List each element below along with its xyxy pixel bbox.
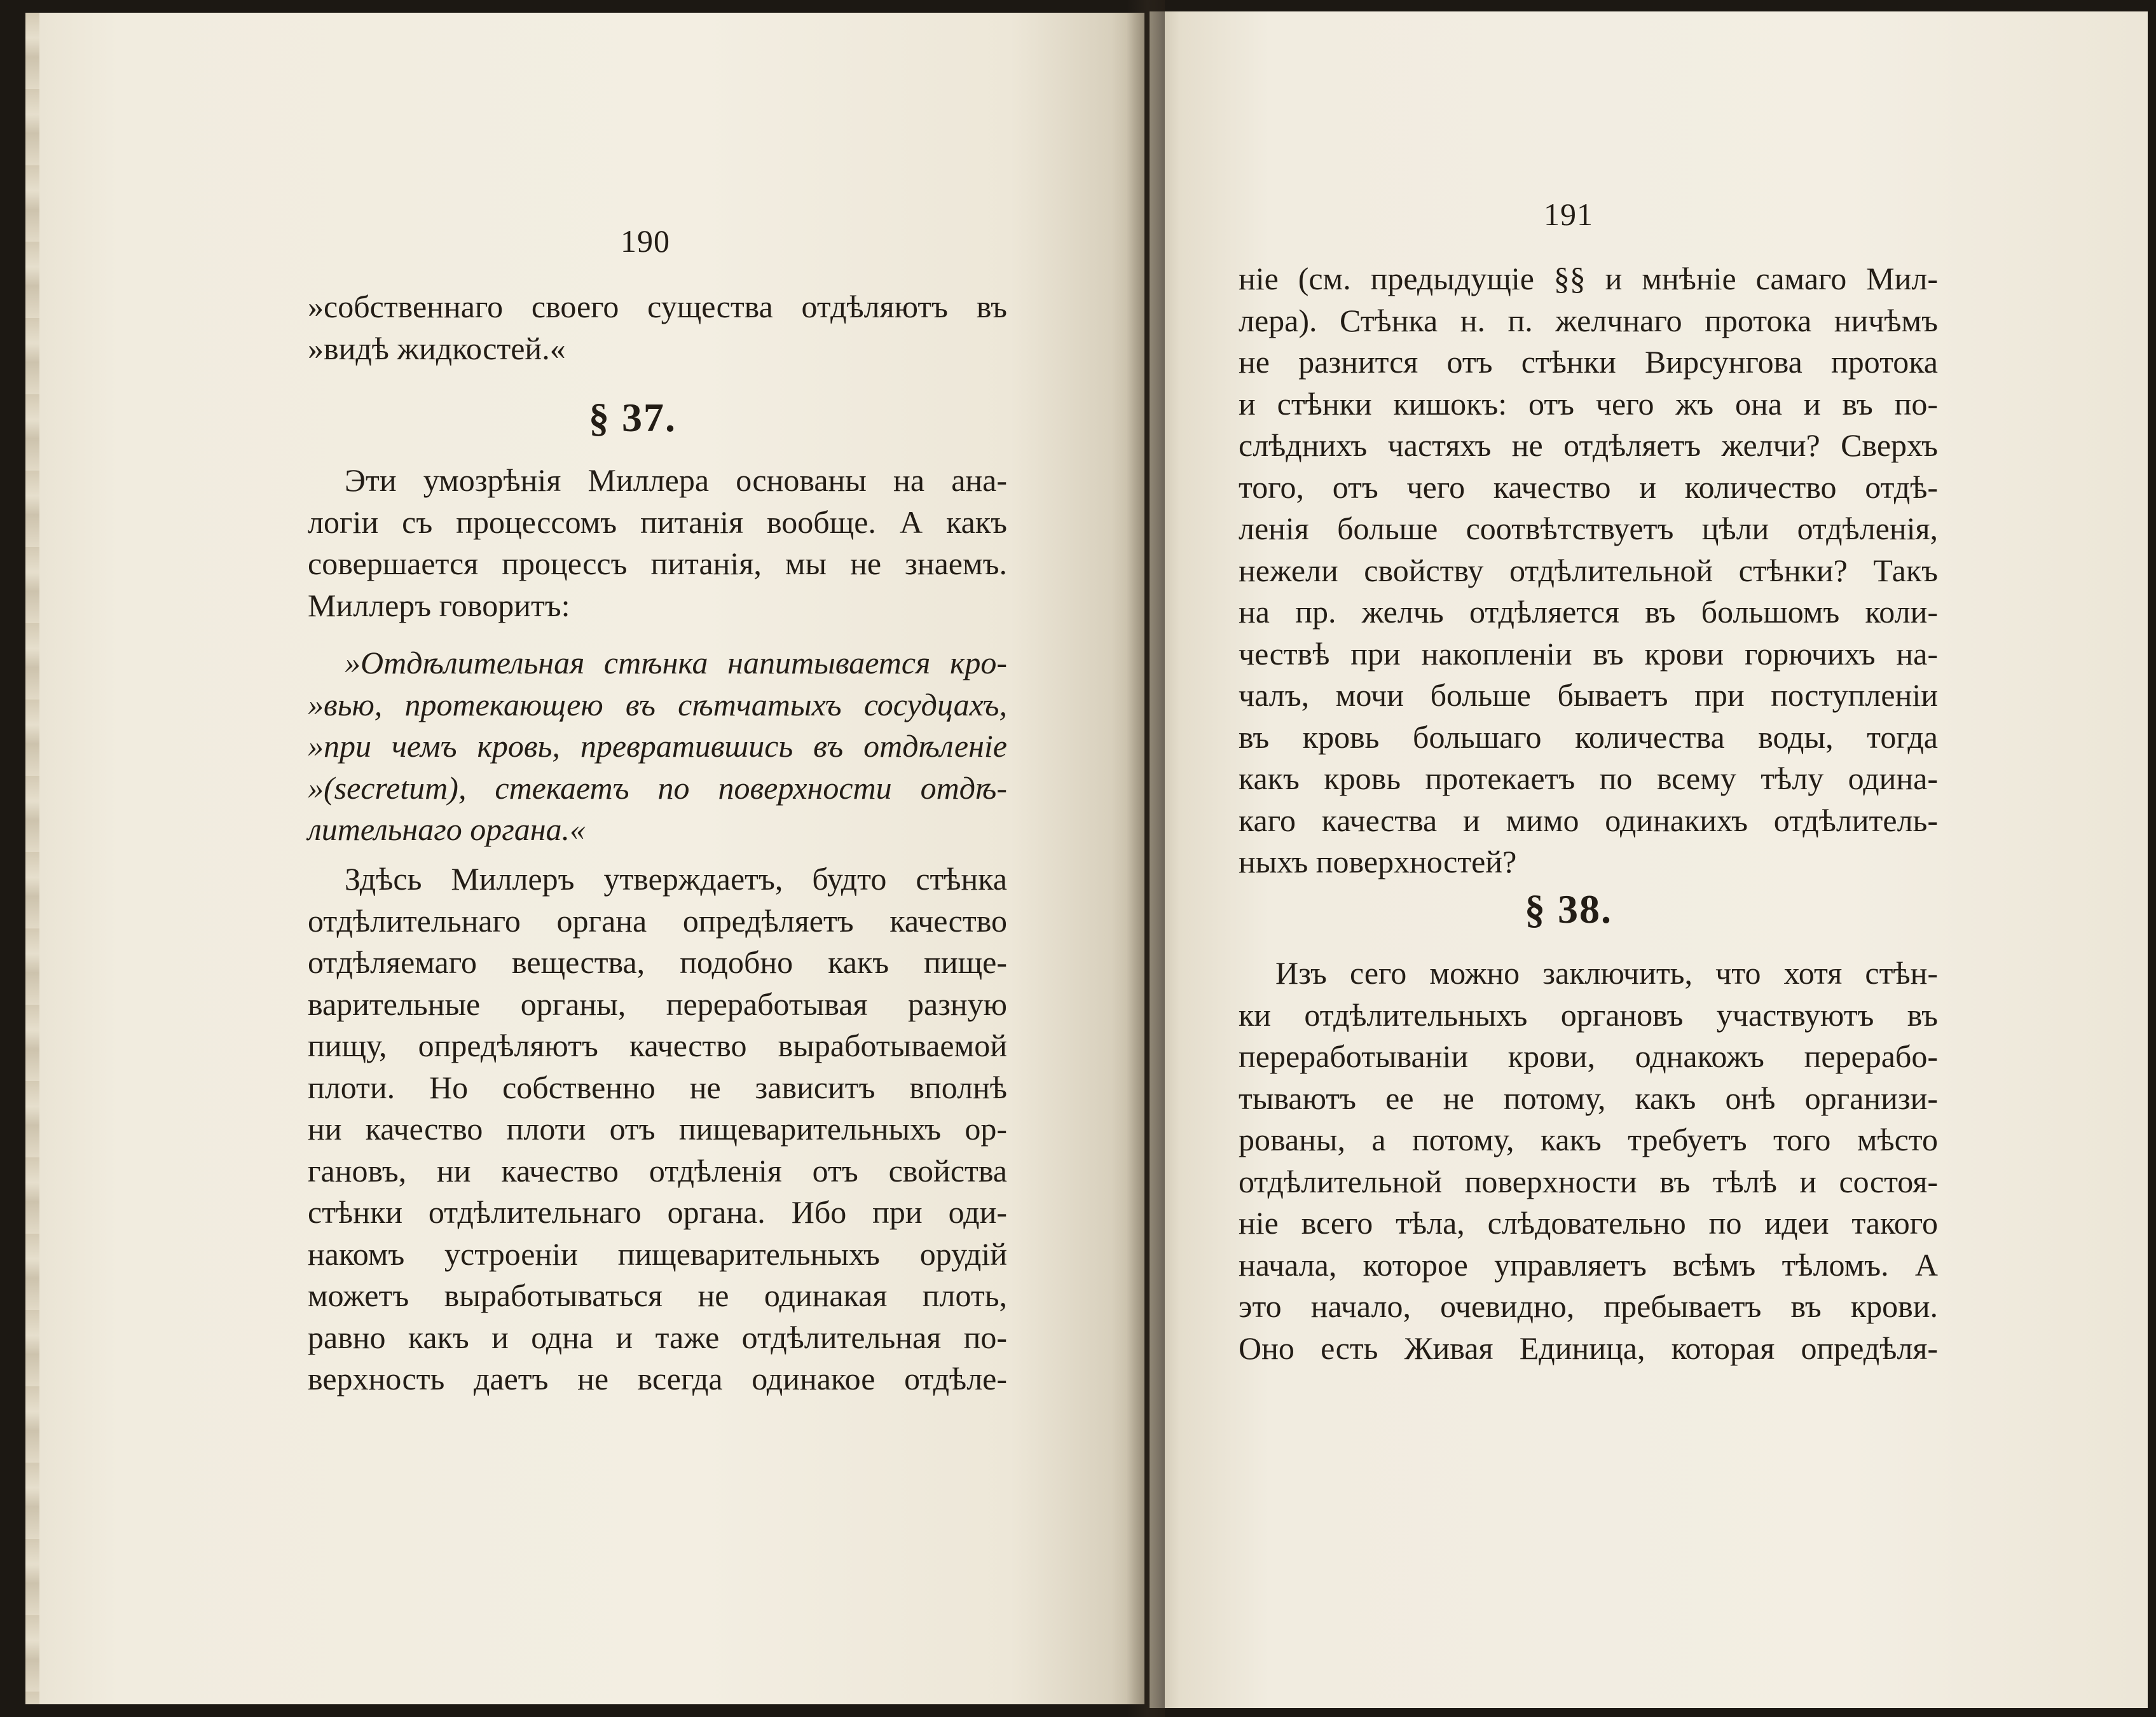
text-line: это начало, очевидно, пребываетъ въ крови. (1239, 1288, 1938, 1324)
text-line: не разнится отъ стѣнки Вирсунгова протока (1239, 344, 1938, 380)
page-edge (25, 13, 39, 1704)
text-line: Эти умозрѣнія Миллера основаны на ана- (345, 462, 1007, 498)
text-line: пищу, опредѣляютъ качество выработываемой (308, 1028, 1007, 1063)
text-line: ки отдѣлительныхъ органовъ участвуютъ въ (1239, 996, 1938, 1033)
text-line: ни качество плоти отъ пищеварительныхъ ор- (308, 1111, 1007, 1147)
text-line: можетъ выработываться не одинакая плоть, (308, 1278, 1007, 1313)
text-line: плоти. Но собственно не зависитъ вполнѣ (308, 1069, 1007, 1105)
quote-line: лительнаго органа.« (308, 811, 586, 847)
left-paragraph-1 (308, 460, 1007, 626)
text-line: логіи съ процессомъ питанія вообще. А какъ (308, 504, 1007, 540)
text-line: отдѣляемаго вещества, подобно какъ пище- (308, 944, 1007, 980)
text-line: варительные органы, переработывая разную (308, 986, 1007, 1022)
text-line: ніе всего тѣла, слѣдовательно по идеи такого (1239, 1205, 1938, 1241)
text-line: Изъ сего можно заключить, что хотя стѣн- (1275, 955, 1938, 991)
text-line: чествѣ при накопленіи въ крови горючихъ на- (1239, 635, 1938, 672)
text-line: совершается процессъ питанія, мы не знаемъ. (308, 546, 1007, 581)
text-line: гановъ, ни качество отдѣленія отъ свойства (308, 1152, 1007, 1189)
left-top-lines (308, 286, 1007, 369)
right-paragraph-1 (1239, 258, 1938, 883)
text-line: и стѣнки кишокъ: отъ чего жъ она и въ по- (1239, 385, 1938, 422)
text-line: начала, которое управляетъ всѣмъ тѣломъ. А (1239, 1246, 1938, 1283)
text-line: нежели свойству отдѣлительной стѣнки? Такъ (1239, 552, 1938, 588)
section-heading-37: § 37. (589, 395, 676, 440)
text-line: накомъ устроеніи пищеварительныхъ орудій (308, 1236, 1007, 1272)
text-line: рованы, а потому, какъ требуетъ того мѣсто (1239, 1122, 1938, 1157)
text-line: на пр. желчь отдѣляется въ большомъ коли- (1239, 594, 1938, 630)
text-line: тываютъ ее не потому, какъ онѣ организи- (1239, 1080, 1938, 1116)
text-line: Здѣсь Миллеръ утверждаетъ, будто стѣнка (345, 861, 1007, 897)
gutter-shadow (1127, 0, 1165, 1717)
text-line: ныхъ поверхностей? (1239, 844, 1517, 879)
quote-line: »Отдѣлительная стѣнка напитывается кро- (345, 645, 1007, 680)
page-number-left: 190 (621, 223, 670, 259)
text-line: Оно есть Живая Единица, которая опредѣля- (1239, 1330, 1938, 1366)
section-heading-38: § 38. (1525, 886, 1612, 932)
left-page (25, 13, 1144, 1704)
text-line: равно какъ и одна и таже отдѣлительная по- (308, 1319, 1007, 1355)
text-line: верхность даетъ не всегда одинакое отдѣле- (308, 1361, 1007, 1396)
text-line: ніе (см. предыдущіе §§ и мнѣніе самаго Мил- (1239, 261, 1938, 296)
text-line: какъ кровь протекаетъ по всему тѣлу одина- (1239, 761, 1938, 796)
text-line: »собственнаго своего существа отдѣляютъ въ (308, 289, 1007, 324)
text-line: отдѣлительнаго органа опредѣляетъ качество (308, 902, 1007, 939)
text-line: каго качества и мимо одинакихъ отдѣлитель- (1239, 802, 1938, 838)
text-line: лера). Стѣнка н. п. желчнаго протока ничѣмъ (1239, 302, 1938, 338)
text-line: Миллеръ говоритъ: (308, 587, 570, 623)
quote-line: »(secretum), стекаетъ по поверхности отдѣ- (308, 769, 1007, 806)
text-line: стѣнки отдѣлительнаго органа. Ибо при оди- (308, 1194, 1007, 1230)
text-line: переработываніи крови, однакожъ перерабо- (1239, 1038, 1938, 1074)
text-line: того, отъ чего качество и количество отдѣ- (1239, 469, 1938, 505)
text-line: »видѣ жидкостей.« (308, 330, 566, 366)
quote-line: »при чемъ кровь, превратившись въ отдѣленіе (308, 728, 1007, 764)
text-line: отдѣлительной поверхности въ тѣлѣ и состоя- (1239, 1163, 1938, 1199)
right-paragraph-2 (1239, 953, 1938, 1369)
text-line: въ кровь большаго количества воды, тогда (1239, 719, 1938, 755)
quote-line: »вью, протекающею въ сѣтчатыхъ сосудцахъ, (308, 686, 1007, 722)
left-quote (308, 642, 1007, 851)
text-line: слѣднихъ частяхъ не отдѣляетъ желчи? Сверхъ (1239, 427, 1938, 463)
text-line: чалъ, мочи больше бываетъ при поступленіи (1239, 677, 1938, 713)
text-line: ленія больше соотвѣтствуетъ цѣли отдѣленія, (1239, 511, 1938, 546)
page-number-right: 191 (1544, 197, 1593, 232)
left-paragraph-2 (308, 858, 1007, 1400)
right-page (1150, 11, 2148, 1708)
